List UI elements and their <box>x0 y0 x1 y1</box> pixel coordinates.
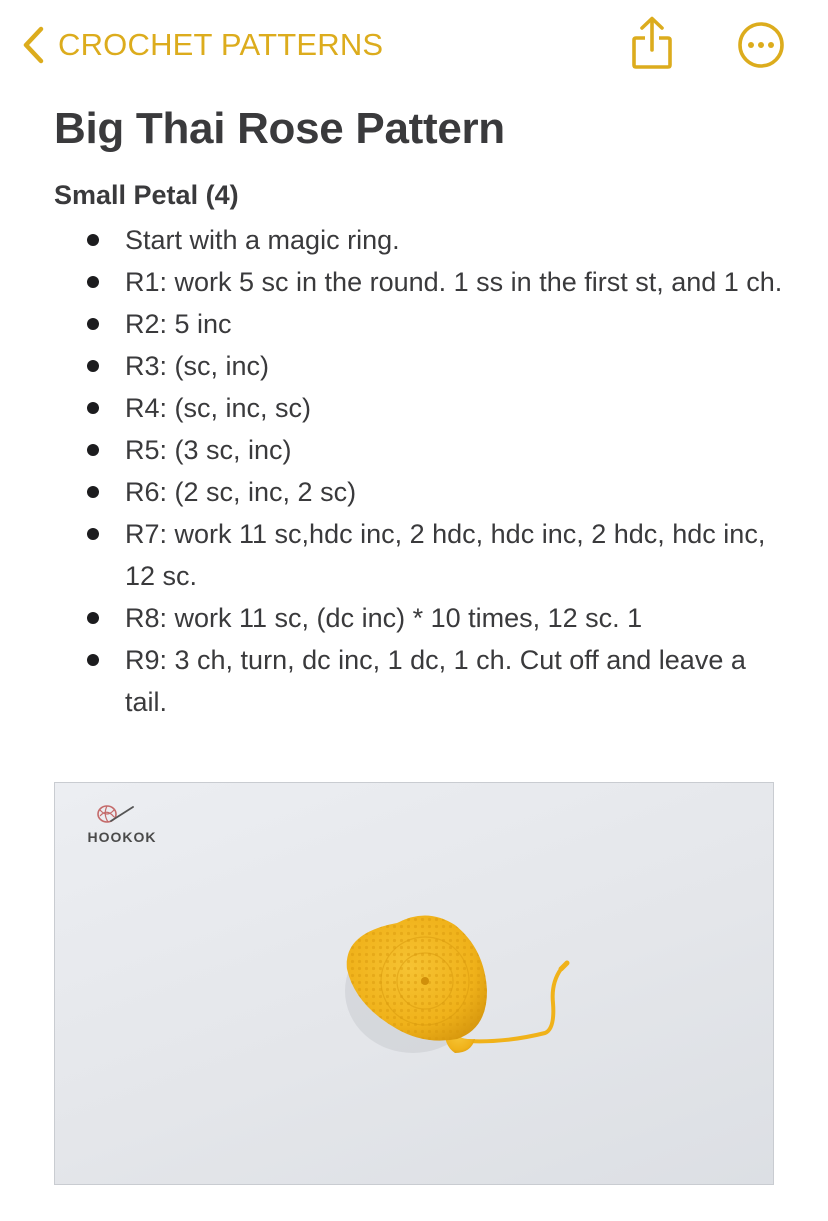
step-text: R3: (sc, inc) <box>125 351 270 381</box>
step-text: R5: (3 sc, inc) <box>125 435 292 465</box>
list-item <box>54 261 784 303</box>
bullet-icon <box>87 234 99 246</box>
bullet-icon <box>87 444 99 456</box>
watermark-text: HOOKOK <box>87 829 157 845</box>
bullet-icon <box>87 360 99 372</box>
ellipsis-circle-icon <box>736 20 786 70</box>
list-item <box>54 303 784 345</box>
section-heading: Small Petal (4) <box>54 180 239 210</box>
list-item <box>54 387 784 429</box>
bullet-icon <box>87 402 99 414</box>
bullet-icon <box>87 318 99 330</box>
yarn-ball-logo-icon <box>87 801 137 827</box>
petal-photo[interactable] <box>54 782 774 1185</box>
step-text: R8: work 11 sc, (dc inc) * 10 times, 12 sc. 1 <box>125 603 643 633</box>
back-label: CROCHET PATTERNS <box>58 27 384 62</box>
step-text: R6: (2 sc, inc, 2 sc) <box>125 477 357 507</box>
list-item <box>54 639 784 723</box>
chevron-left-icon <box>22 26 44 64</box>
list-item <box>54 513 784 597</box>
list-item <box>54 471 784 513</box>
list-item <box>54 429 784 471</box>
bullet-icon <box>87 276 99 288</box>
step-text: R1: work 5 sc in the round. 1 ss in the first st, and 1 ch. <box>125 267 783 297</box>
list-item <box>54 219 784 261</box>
bullet-icon <box>87 528 99 540</box>
step-text: R9: 3 ch, turn, dc inc, 1 dc, 1 ch. Cut off and leave a tail. <box>125 645 746 717</box>
step-text: R2: 5 inc <box>125 309 232 339</box>
share-button[interactable] <box>628 16 676 72</box>
share-icon <box>628 16 676 72</box>
list-item <box>54 345 784 387</box>
back-button[interactable] <box>22 22 383 68</box>
note-title: Big Thai Rose Pattern <box>54 104 505 153</box>
step-text: R4: (sc, inc, sc) <box>125 393 312 423</box>
bullet-icon <box>87 654 99 666</box>
step-text: Start with a magic ring. <box>125 225 400 255</box>
more-options-button[interactable] <box>736 20 786 70</box>
step-text: R7: work 11 sc,hdc inc, 2 hdc, hdc inc, 2 hdc, hdc inc, 12 sc. <box>125 519 766 591</box>
navigation-bar <box>0 0 828 90</box>
hookok-logo <box>87 801 157 845</box>
bullet-icon <box>87 486 99 498</box>
list-item <box>54 597 784 639</box>
bullet-icon <box>87 612 99 624</box>
pattern-steps-list <box>54 219 784 723</box>
crochet-petal-illustration <box>55 783 773 1184</box>
